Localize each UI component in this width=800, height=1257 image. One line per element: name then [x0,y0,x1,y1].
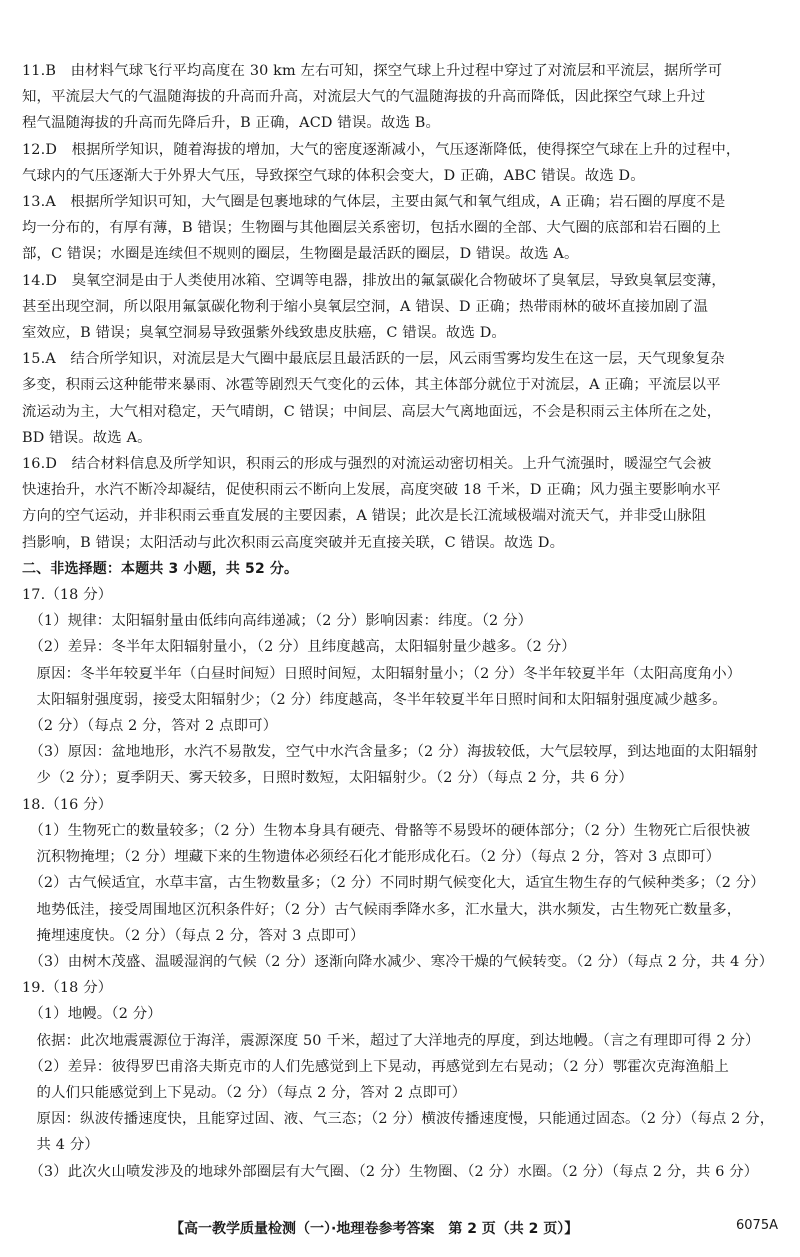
text-line: （2）差异：冬半年太阳辐射量小，（2 分）且纬度越高，太阳辐射量少越多。（2 分） [22,639,576,656]
text-line: 快速抬升，水汽不断冷却凝结，促使积雨云不断向上发展，高度突破 18 千米，D 正确；风力强主要影响水平 [22,482,721,499]
footer-title: 【高一教学质量检测（一）·地理卷参考答案 第 2 页（共 2 页）】 [170,1221,579,1237]
text-line: 掩埋速度快。（2 分）（每点 2 分，答对 3 点即可） [22,927,365,944]
text-line: 沉积物掩埋；（2 分）埋藏下来的生物遗体必须经石化才能形成化石。（2 分）（每点 2 分，答对 3 点即可） [22,849,721,866]
text-line: （1）生物死亡的数量较多；（2 分）生物本身具有硬壳、骨骼等不易毁坏的硬体部分；（2 分）生物死亡后很快被 [22,822,751,839]
text-line: （3）由树木茂盛、温暖湿润的气候（2 分）逐渐向降水减少、寒冷干燥的气候转变。（2 分）（每点 2 分，共 4 分） [22,953,774,970]
text-line: 13.A 根据所学知识可知，大气圈是包裹地球的气体层，主要由氮气和氧气组成，A 正确；岩石圈的厚度不是 [22,194,726,211]
text-line: 11.B 由材料气球飞行平均高度在 30 km 左右可知，探空气球上升过程中穿过了对流层和平流层，据所学可 [22,63,723,79]
text-line: 甚至出现空洞，所以限用氟氯碳化物利于缩小臭氧层空洞，A 错误、D 正确；热带雨林的破坏直接加剧了温 [22,298,709,315]
text-line: 气球内的气压逐渐大于外界大气压，导致探空气球的体积会变大，D 正确，ABC 错误。故选 D。 [22,167,645,184]
text-line: 17.（18 分） [22,587,113,604]
text-line: 挡影响，B 错误；太阳活动与此次积雨云高度突破并无直接关联，C 错误。故选 D。 [22,534,565,551]
text-line: 的人们只能感觉到上下晃动。（2 分）（每点 2 分，答对 2 点即可） [22,1084,467,1101]
section-heading: 二、非选择题：本题共 3 小题，共 52 分。 [22,560,299,577]
text-line: （3）原因：盆地地形，水汽不易散发，空气中水汽含量多；（2 分）海拔较低，大气层较厚，到达地面的太阳辐射 [22,744,758,761]
text-line: 16.D 结合材料信息及所学知识，积雨云的形成与强烈的对流运动密切相关。上升气流强时，暖湿空气会被 [22,456,712,473]
footer-code: 6075A [736,1218,778,1233]
text-line: 少（2 分）；夏季阴天、雾天较多，日照时数短，太阳辐射少。（2 分）（每点 2 分，共 6 分） [22,770,634,787]
text-line: （1）规律：太阳辐射量由低纬向高纬递减；（2 分）影响因素：纬度。（2 分） [22,613,533,630]
text-line: 12.D 根据所学知识，随着海拔的增加，大气的密度逐渐减小，气压逐渐降低，使得探空气球在上升的过程中， [22,141,741,158]
text-line: 太阳辐射强度弱，接受太阳辐射少；（2 分）纬度越高，冬半年较夏半年日照时间和太阳辐射强度减少越多。 [22,691,727,708]
page-footer [0,1218,800,1242]
text-line: 均一分布的，有厚有薄，B 错误；生物圈与其他圈层关系密切，包括水圈的全部、大气圈的底部和岩石圈的上 [22,220,721,237]
text-line: 14.D 臭氧空洞是由于人类使用冰箱、空调等电器，排放出的氟氯碳化合物破坏了臭氧层，导致臭氧层变薄， [22,272,726,289]
text-line: 原因：纵波传播速度快，且能穿过固、液、气三态；（2 分）横波传播速度慢，只能通过固态。（2 分）（每点 2 分， [22,1111,775,1128]
text-line: （2）差异：彼得罗巴甫洛夫斯克市的人们先感觉到上下晃动，再感觉到左右晃动；（2 分）鄂霍次克海渔船上 [22,1058,729,1075]
text-line: 程气温随海拔的升高而先降后升，B 正确，ACD 错误。故选 B。 [22,115,440,132]
text-line: 多变，积雨云这种能带来暴雨、冰雹等剧烈天气变化的云体，其主体部分就位于对流层，A 正确；平流层以平 [22,377,721,394]
text-line: 流运动为主，大气相对稳定，天气晴朗，C 错误；中间层、高层大气离地面远，不会是积雨云主体所在之处， [22,403,722,420]
text-line: （1）地幔。（2 分） [22,1006,162,1023]
text-line: 原因：冬半年较夏半年（白昼时间短）日照时间短，太阳辐射量小；（2 分）冬半年较夏半年（太阳高度角小） [22,665,742,682]
text-line: （2）古气候适宜，水草丰富，古生物数量多；（2 分）不同时期气候变化大，适宜生物生存的气候种类多；（2 分） [22,875,765,892]
text-line: 知，平流层大气的气温随海拔的升高而升高，对流层大气的气温随海拔的升高而降低，因此探空气球上升过 [22,89,706,106]
text-line: 地势低洼，接受周围地区沉积条件好；（2 分）古气候雨季降水多，汇水量大，洪水频发，古生物死亡数量多， [22,901,742,918]
text-line: 室效应，B 错误；臭氧空洞易导致强紫外线致患皮肤癌，C 错误。故选 D。 [22,325,506,342]
text-line: （3）此次火山喷发涉及的地球外部圈层有大气圈、（2 分）生物圈、（2 分）水圈。（2 分）（每点 2 分，共 6 分） [22,1163,759,1180]
text-line: 依据：此次地震震源位于海洋，震源深度 50 千米，超过了大洋地壳的厚度，到达地幔。（言之有理即可得 2 分） [22,1032,760,1049]
text-line: 18.（16 分） [22,796,113,813]
answer-content [22,58,782,1185]
text-line: 19.（18 分） [22,980,113,997]
text-line: BD 错误。故选 A。 [22,429,152,446]
text-line: 方向的空气运动，并非积雨云垂直发展的主要因素，A 错误；此次是长江流域极端对流天气，并非受山脉阻 [22,508,707,525]
text-line: 共 4 分） [22,1137,99,1154]
text-line: 部，C 错误；水圈是连续但不规则的圈层，生物圈是最活跃的圈层，D 错误。故选 A。 [22,246,579,263]
text-line: （2 分）（每点 2 分，答对 2 点即可） [22,718,278,735]
text-line: 15.A 结合所学知识，对流层是大气圈中最底层且最活跃的一层，风云雨雪雾均发生在这一层，天气现象复杂 [22,351,725,368]
